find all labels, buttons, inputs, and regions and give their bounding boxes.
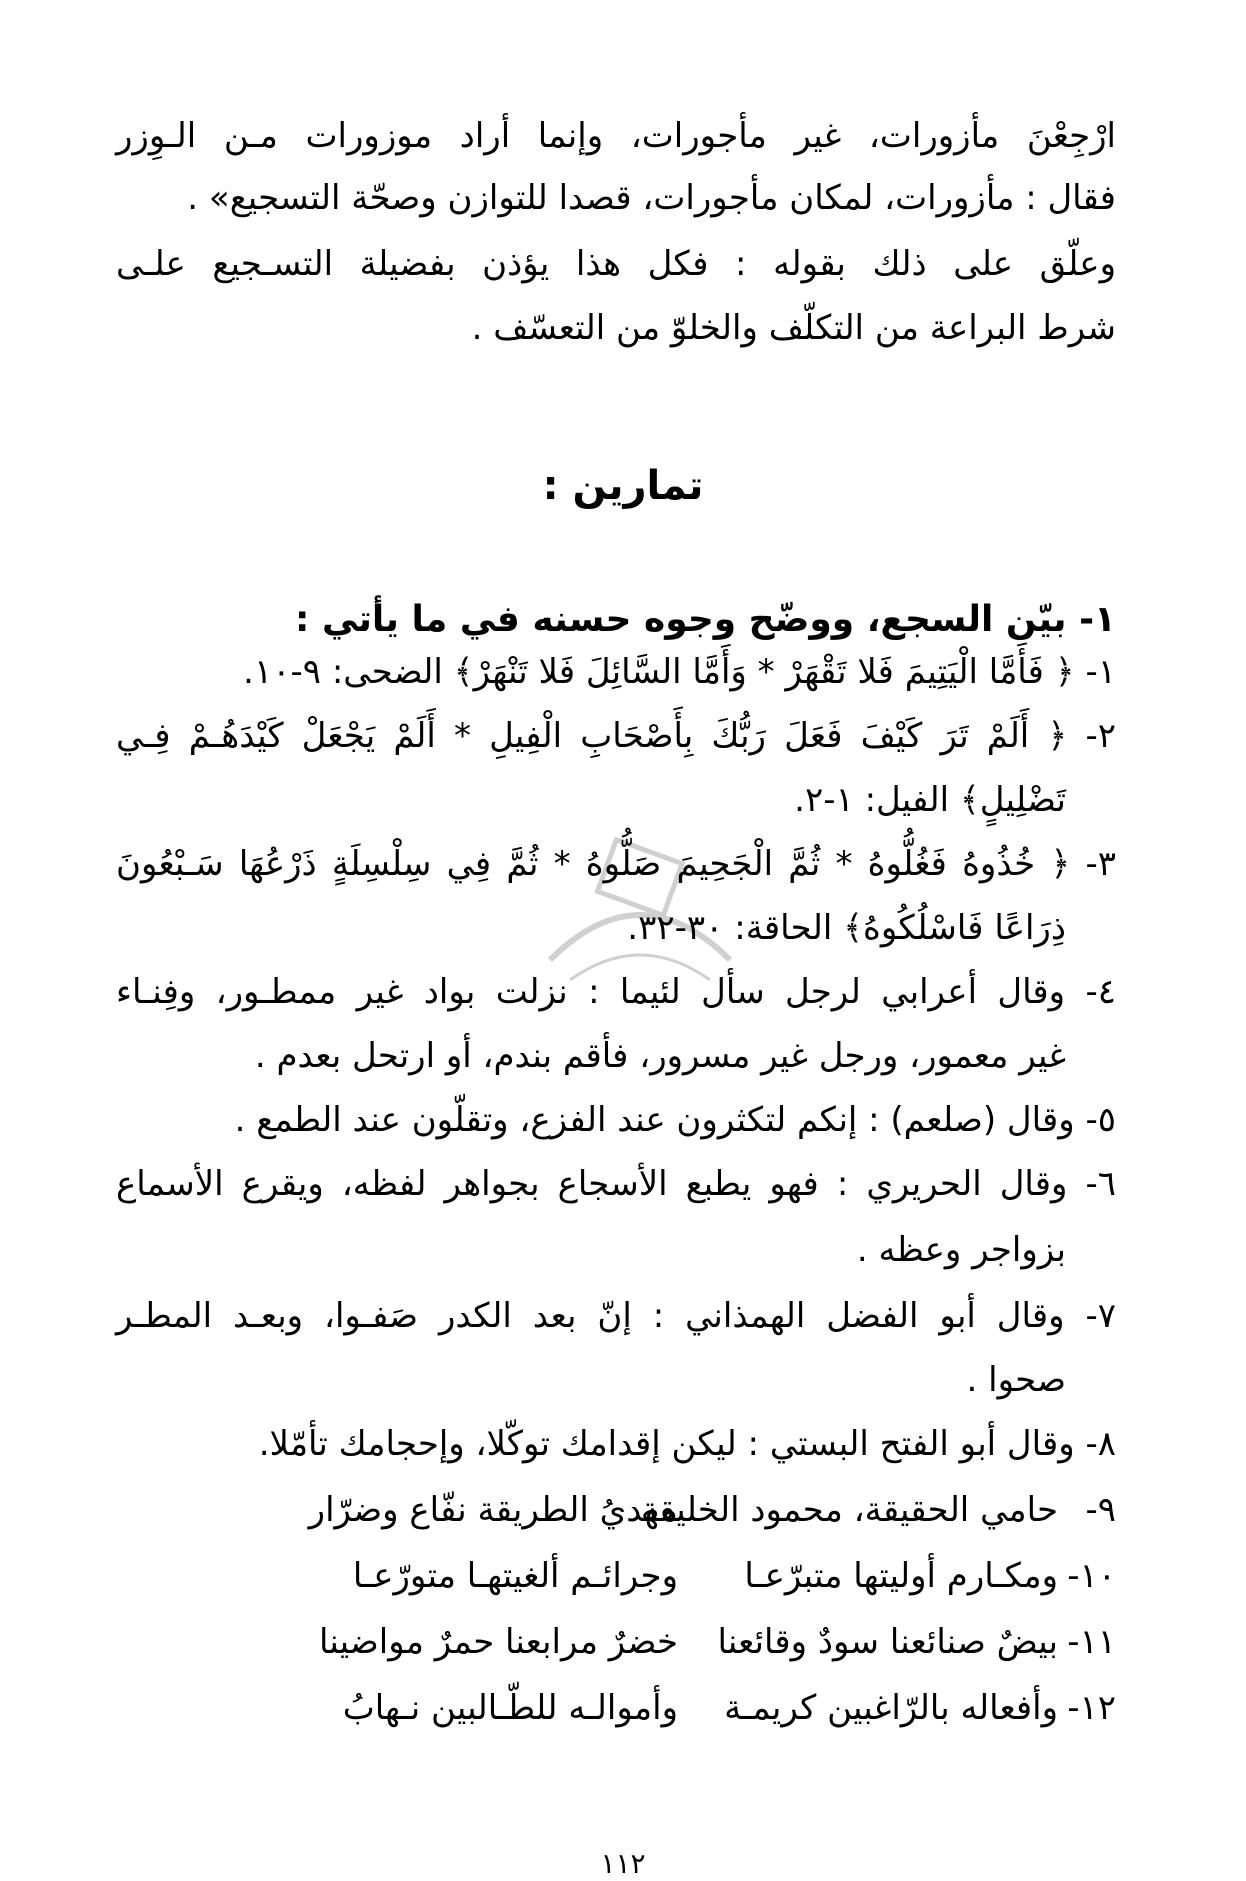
intro-line-1: ارْجِعْنَ مأزورات، غير مأجورات، وإنما أراد موزورات مـن الـوِزر — [116, 116, 1116, 156]
poem-row — [116, 1618, 1116, 1666]
poem-hemistich-second: مهديُ الطريقة نفّاع وضرّار — [308, 1490, 678, 1530]
exercise-line: تَضْلِيلٍ﴾ الفيل: ١-٢. — [794, 780, 1066, 820]
exercise-line: بزواجر وعظه . — [856, 1230, 1066, 1270]
poem-hemistich-first: ومكـارم أوليتها متبرّعـا — [744, 1556, 1058, 1596]
section-title: تمارين : — [542, 463, 704, 509]
intro-line-3: وعلّق على ذلك بقوله : فكل هذا يؤذن بفضيلة التسـجيع علـى — [116, 244, 1116, 284]
exercise-line: ٣- ﴿ خُذُوهُ فَغُلُّوهُ * ثُمَّ الْجَحِيمَ صَلُّوهُ * ثُمَّ فِي سِلْسِلَةٍ ذَرْعُهَا سَـبْعُونَ — [116, 844, 1116, 884]
exercise-line: ذِرَاعًا فَاسْلُكُوهُ﴾ الحاقة: ٣٠-٣٢. — [627, 908, 1066, 948]
poem-number: ٩- — [1085, 1490, 1116, 1530]
poem-hemistich-first: حامي الحقيقة، محمود الخليقة — [640, 1490, 1058, 1530]
exercise-line: ٨- وقال أبو الفتح البستي : ليكن إقدامك توكّلا، وإحجامك تأمّلا. — [258, 1424, 1116, 1464]
exercise-line: ٤- وقال أعرابي لرجل سأل لئيما : نزلت بواد غير ممطـور، وفِنـاء — [116, 972, 1116, 1012]
exercise-line: ٧- وقال أبو الفضل الهمذاني : إنّ بعد الكدر صَفـوا، وبعـد المطـر — [116, 1296, 1116, 1336]
poem-number: ١١- — [1067, 1622, 1116, 1662]
poem-hemistich-second: وأموالـه للطّـالبين نـهابُ — [342, 1688, 678, 1728]
intro-line-4: شرط البراعة من التكلّف والخلوّ من التعسّف . — [471, 308, 1116, 348]
intro-line-2: فقال : مأزورات، لمكان مأجورات، قصدا للتوازن وصحّة التسجيع» . — [187, 178, 1116, 218]
exercise-line: غير معمور، ورجل غير مسرور، فأقم بندم، أو ارتحل بعدم . — [254, 1036, 1066, 1076]
poem-row — [116, 1486, 1116, 1534]
poem-number: ١٠- — [1067, 1556, 1116, 1596]
exercise-heading: ١- بيّن السجع، ووضّح وجوه حسنه في ما يأتي : — [295, 599, 1116, 640]
poem-hemistich-second: وجرائـم ألغيتهـا متورّعـا — [352, 1556, 678, 1596]
poem-row — [116, 1552, 1116, 1600]
exercise-line: ٢- ﴿ أَلَمْ تَرَ كَيْفَ فَعَلَ رَبُّكَ بِأَصْحَابِ الْفِيلِ * أَلَمْ يَجْعَلْ كَيْدَهُـمْ فِـي — [116, 716, 1116, 756]
exercise-line: صحوا . — [966, 1360, 1066, 1400]
poem-hemistich-first: بيضٌ صنائعنا سودٌ وقائعنا — [717, 1622, 1058, 1662]
poem-number: ١٢- — [1067, 1688, 1116, 1728]
exercise-line: ٦- وقال الحريري : فهو يطبع الأسجاع بجواهر لفظه، ويقرع الأسماع — [116, 1164, 1116, 1204]
exercise-line: ١- ﴿ فَأَمَّا الْيَتِيمَ فَلا تَقْهَرْ * وَأَمَّا السَّائِلَ فَلا تَنْهَرْ﴾ الضحى: ٩-١٠. — [243, 652, 1116, 692]
exercise-line: ٥- وقال (صلعم) : إنكم لتكثرون عند الفزع، وتقلّون عند الطمع . — [234, 1100, 1116, 1140]
poem-hemistich-second: خضرٌ مرابعنا حمرٌ مواضينا — [319, 1622, 678, 1662]
watermark-stamp-icon — [510, 810, 770, 1010]
poem-row — [116, 1684, 1116, 1732]
poem-hemistich-first: وأفعاله بالرّاغبين كريمـة — [724, 1688, 1058, 1728]
page-number: ١١٢ — [600, 1847, 646, 1880]
